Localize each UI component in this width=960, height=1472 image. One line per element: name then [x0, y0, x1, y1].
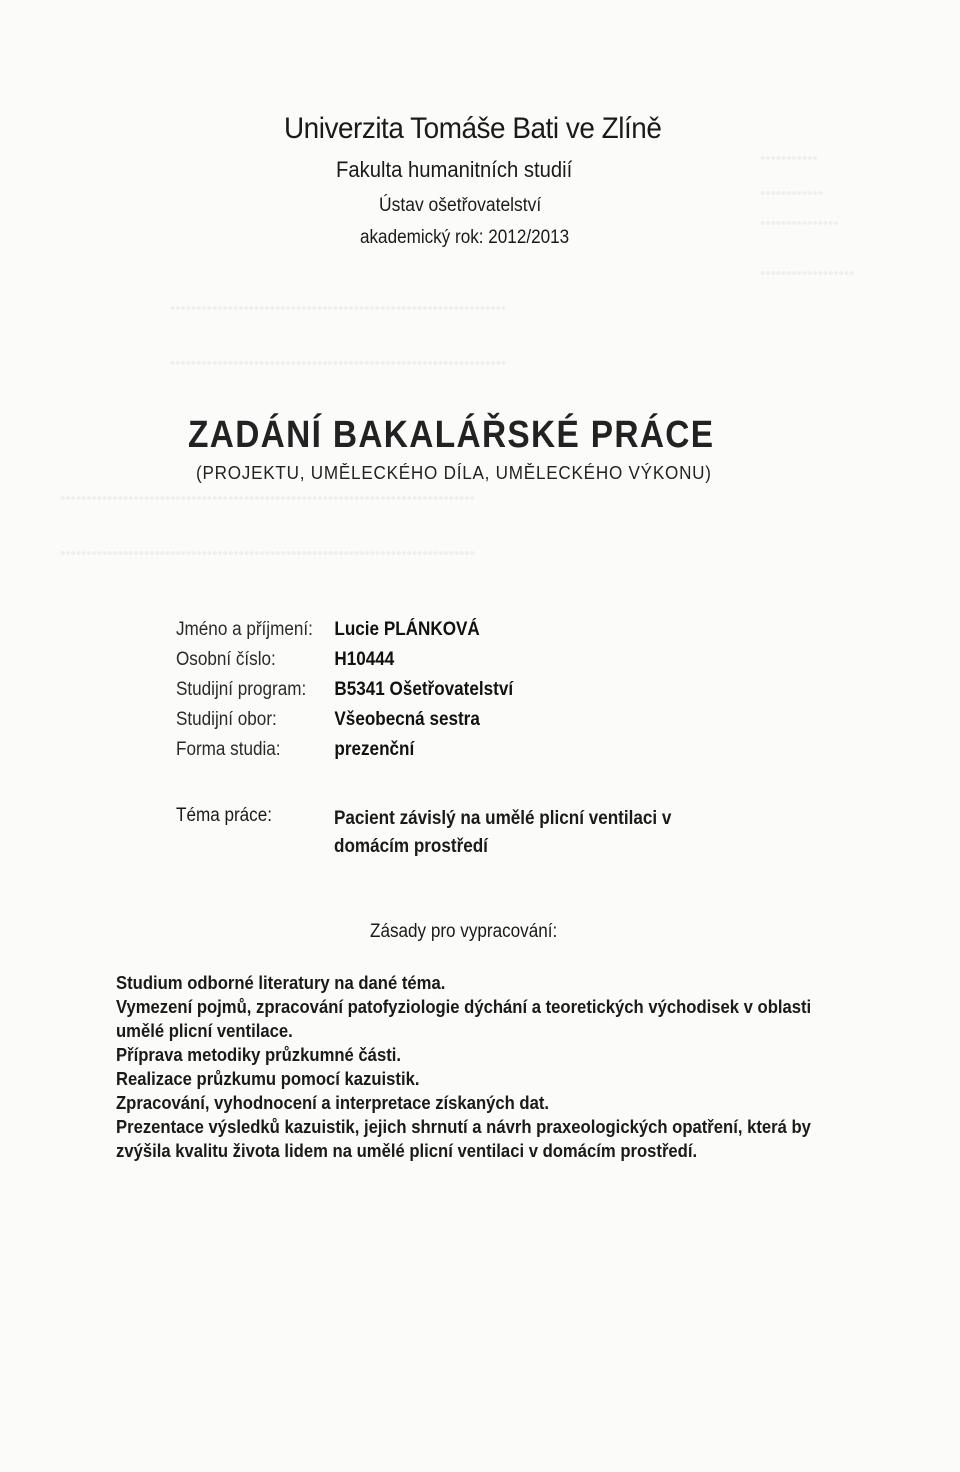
field-value: B5341 Ošetřovatelství [334, 679, 514, 700]
principle-item: Realizace průzkumu pomocí kazuistik. [116, 1068, 420, 1089]
faculty-name: Fakulta humanitních studií [336, 157, 573, 182]
field-value: Všeobecná sestra [334, 709, 480, 730]
principle-item: Příprava metodiky průzkumné části. [116, 1044, 402, 1065]
field-label: Studijní program: [176, 679, 307, 700]
field-label: Studijní obor: [176, 709, 277, 730]
principle-item: Prezentace výsledků kazuistik, jejich shrnutí a návrh praxeologických opatření, která by zvýšila kvalitu života lidem na umělé plicní ventilaci v domácím prostředí. [116, 1116, 811, 1161]
field-name [176, 619, 480, 641]
principles-heading: Zásady pro vypracování: [370, 921, 558, 942]
institute-name: Ústav ošetřovatelství [379, 195, 542, 216]
field-label: Osobní číslo: [176, 649, 276, 670]
topic-value: Pacient závislý na umělé plicní ventilaci v domácím prostředí [334, 808, 672, 857]
principle-item: Vymezení pojmů, zpracování patofyziologie dýchání a teoretických východisek v oblasti umělé plicní ventilace. [116, 996, 812, 1041]
field-value: Lucie PLÁNKOVÁ [334, 619, 480, 640]
field-value: H10444 [334, 649, 395, 670]
field-personal-number [176, 649, 394, 671]
principles-list [116, 971, 827, 1163]
principle-item: Zpracování, vyhodnocení a interpretace získaných dat. [116, 1092, 550, 1113]
field-study-form [176, 739, 414, 761]
field-label: Forma studia: [176, 739, 281, 760]
field-study-field [176, 709, 480, 731]
topic-label: Téma práce: [176, 805, 272, 826]
academic-year: akademický rok: 2012/2013 [360, 227, 570, 248]
field-label: Jméno a příjmení: [176, 619, 313, 640]
field-study-program [176, 679, 513, 701]
university-name: Univerzita Tomáše Bati ve Zlíně [284, 112, 662, 145]
principle-item: Studium odborné literatury na dané téma. [116, 972, 446, 993]
field-value: prezenční [334, 739, 415, 760]
document-subtitle: (PROJEKTU, UMĚLECKÉHO DÍLA, UMĚLECKÉHO VÝKONU) [196, 463, 712, 483]
document-title: ZADÁNÍ BAKALÁŘSKÉ PRÁCE [188, 414, 715, 456]
